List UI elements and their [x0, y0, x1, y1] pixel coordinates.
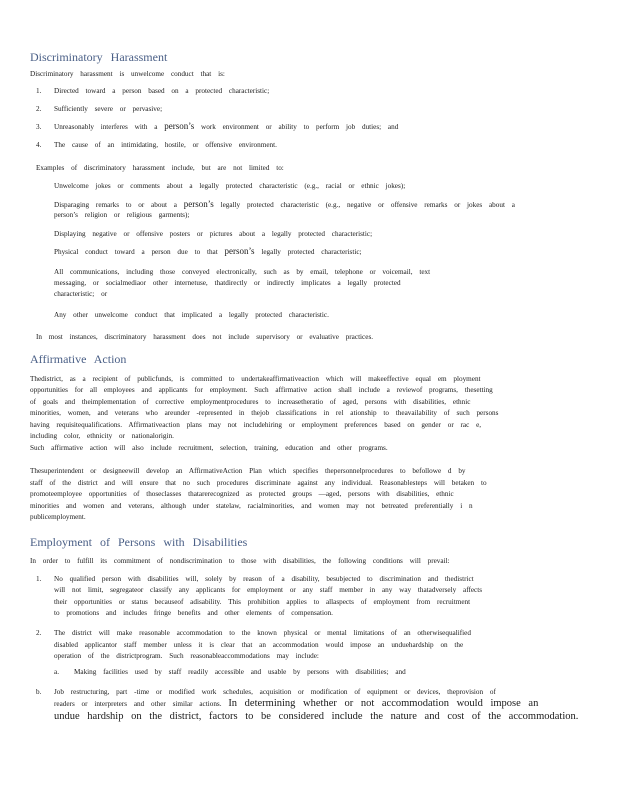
paragraph-line: including color, ethnicity or nationalorigin. [30, 432, 174, 440]
text-run-large: In determining whether or not accommodation would impose an [228, 698, 539, 709]
paragraph-line [54, 699, 538, 709]
list-item-text-line: person’s religion or religious garments); [54, 211, 190, 219]
list-marker: 1. [36, 575, 42, 583]
list-marker: b. [36, 688, 42, 696]
paragraph-line: their opportunities or status becauseof adisability. This prohibition applies to allaspects of employment from recruitment [54, 598, 471, 606]
section-heading-affirmative-action: Affirmative Action [30, 352, 127, 366]
paragraph-line: of goals and theimplementation of corrective employmentprocedures to increasetheratio of aged, persons with disabilities, ethnic [30, 398, 471, 406]
list-item-text: The cause of an intimidating, hostile, or offensive environment. [54, 141, 277, 149]
paragraph-line: Thesuperintendent or designeewill develop an AffirmativeAction Plan which specifies thepersonnelprocedures to befollowe d by [30, 467, 466, 475]
paragraph-line: Job restructuring, part -time or modified work schedules, acquisition or modification of equipment or devices, theprovision of [54, 688, 496, 696]
paragraph-line: having requisitequalifications. Affirmativeaction plans may not includehiring or employment preferences based on gender or rac e, [30, 421, 482, 429]
text-run: Disparaging remarks to or about a [54, 201, 177, 209]
text-run: legally protected characteristic; [261, 248, 362, 256]
paragraph-line: to promotions and includes fringe benefits and other elements of compensation. [54, 609, 333, 617]
paragraph-line: opportunities for all employees and applicants for employment. Such affirmative action shall include a reviewof programs, thesetting [30, 386, 493, 394]
text-run: Physical conduct toward a person due to that [54, 248, 218, 256]
list-marker: 1. [36, 87, 42, 95]
emphasis-text: person’s [164, 121, 195, 131]
list-item-text [54, 247, 362, 257]
paragraph-line: disabled applicantor staff member unless it is clear that an accommodation would impose an unduehardship on the [54, 641, 464, 649]
paragraph-line: publicemployment. [30, 513, 86, 521]
list-item-text: Making facilities used by staff readily accessible and usable by persons with disabilities; and [74, 668, 406, 676]
list-item-text: All communications, including those conveyed electronically, such as by email, telephone or voicemail, text [54, 268, 431, 276]
paragraph-line: undue hardship on the district, factors to be considered include the nature and cost of the accommodation. [54, 711, 579, 722]
text-run: legally protected characteristic (e.g., negative or offensive remarks or jokes about a [220, 201, 515, 209]
section-heading-harassment: Discriminatory Harassment [30, 50, 168, 64]
paragraph-line: The district will make reasonable accommodation to the known physical or mental limitations of an otherwisequalified [54, 629, 471, 637]
list-item-text [54, 200, 574, 210]
disabilities-intro: In order to fulfill its commitment of nondiscrimination to those with disabilities, the following conditions will prevail: [30, 557, 450, 565]
list-marker: a. [54, 668, 59, 676]
paragraph-line: No qualified person with disabilities will, solely by reason of a disability, besubjected to discrimination and thedistrict [54, 575, 474, 583]
list-item-text-line: messaging, or socialmediaor other internetuse, thatdirectly or indirectly implicates a legally protected [54, 279, 401, 287]
paragraph-line: promoteemployee opportunities of thoseclasses thatarerecognized as protected groups —aged, persons with disabilities, ethnic [30, 490, 454, 498]
list-item-text: Displaying negative or offensive posters or pictures about a legally protected characteristic; [54, 230, 373, 238]
list-marker: 3. [36, 123, 42, 131]
list-item-text [54, 122, 398, 132]
paragraph-line: minorities, women, and veterans who areunder -represented in thejob classifications in rel ationship to theavailability of such persons [30, 409, 499, 417]
paragraph-line: Such affirmative action will also include recruitment, selection, training, education and other programs. [30, 444, 388, 452]
paragraph-line: will not limit, segregateor classify any applicants for employment or any staff member in any way thatadversely affects [54, 586, 483, 594]
list-marker: 2. [36, 105, 42, 113]
emphasis-text: person’s [224, 246, 255, 256]
section-heading-disabilities: Employment of Persons with Disabilities [30, 535, 248, 549]
emphasis-text: person’s [183, 199, 214, 209]
paragraph-line: minorities and women and veterans, although under statelaw, racialminorities, and women may not betreated preferentially i n [30, 502, 473, 510]
list-item-text: Any other unwelcome conduct that implicated a legally protected characteristic. [54, 311, 329, 319]
paragraph-line: operation of the districtprogram. Such reasonableaccommodations may include: [54, 652, 319, 660]
harassment-closing: In most instances, discriminatory harassment does not include supervisory or evaluative practices. [36, 333, 374, 341]
text-run: Unreasonably interferes with a [54, 123, 158, 131]
text-run: readers or interpreters and other similar actions. [54, 700, 222, 708]
paragraph-line: staff of the district and will ensure that no such procedures discriminate against any individual. Reasonablesteps will betaken to [30, 479, 487, 487]
paragraph-line: Thedistrict, as a recipient of publicfunds, is committed to undertakeaffirmativeaction which will makeeffective equal em ployment [30, 375, 481, 383]
list-item-text: Unwelcome jokes or comments about a legally protected characteristic (e.g., racial or ethnic jokes); [54, 182, 406, 190]
list-marker: 2. [36, 629, 42, 637]
harassment-intro: Discriminatory harassment is unwelcome conduct that is: [30, 70, 225, 78]
list-item-text: Sufficiently severe or pervasive; [54, 105, 163, 113]
examples-intro: Examples of discriminatory harassment include, but are not limited to: [36, 164, 284, 172]
list-marker: 4. [36, 141, 42, 149]
list-item-text: Directed toward a person based on a protected characteristic; [54, 87, 270, 95]
text-run: work environment or ability to perform job duties; and [201, 123, 399, 131]
list-item-text-line: characteristic; or [54, 290, 108, 298]
